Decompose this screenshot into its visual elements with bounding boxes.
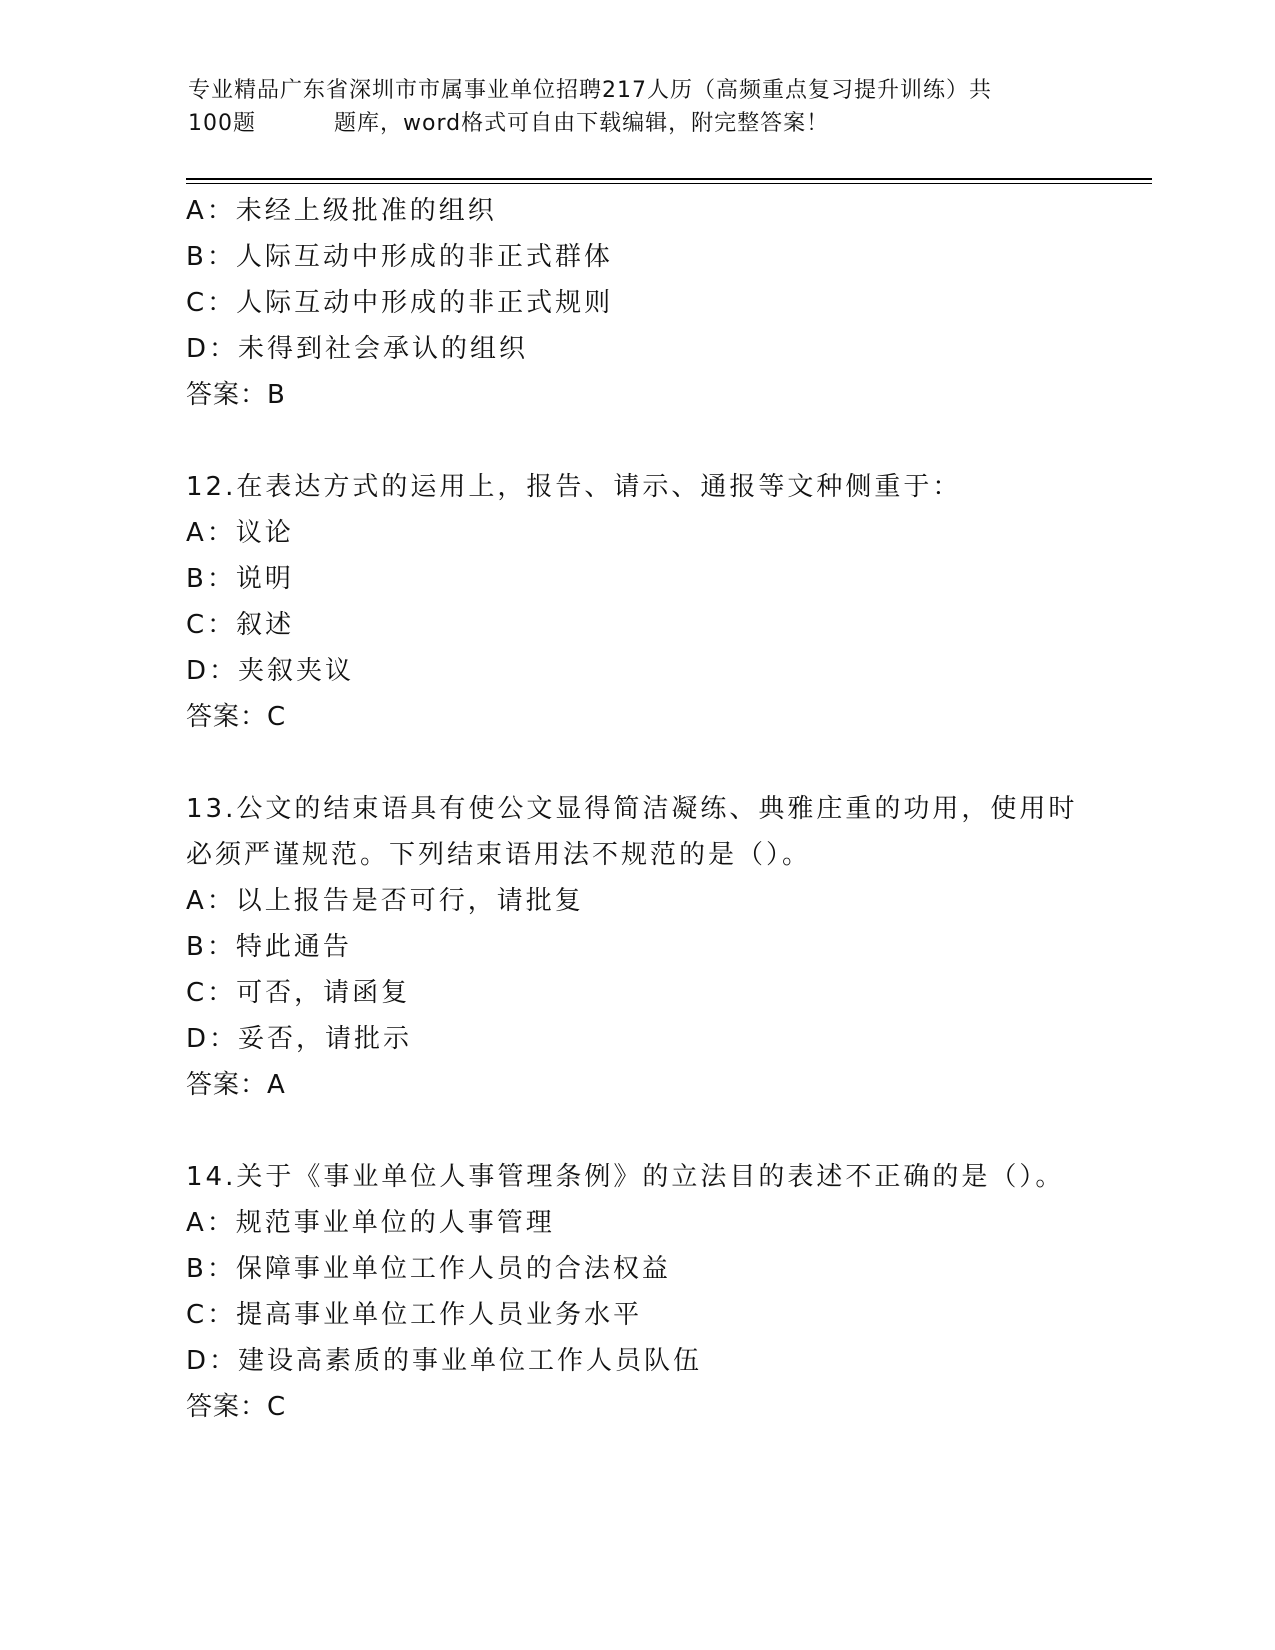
- question-block-12: [186, 464, 1126, 740]
- header-question-count: 100题: [188, 111, 256, 136]
- answer: 答案：A: [186, 1070, 286, 1100]
- option-a: A：议论: [186, 518, 294, 548]
- option-a: A：规范事业单位的人事管理: [186, 1208, 555, 1238]
- question-text-line-2: 必须严谨规范。下列结束语用法不规范的是（）。: [186, 840, 812, 870]
- option-b: B：说明: [186, 564, 294, 594]
- question-list: [186, 188, 1126, 1430]
- option-b: B：人际互动中形成的非正式群体: [186, 242, 613, 272]
- option-c: C：可否，请函复: [186, 978, 411, 1008]
- header-line-1: 专业精品广东省深圳市市属事业单位招聘217人历（高频重点复习提升训练）共: [188, 78, 992, 103]
- option-a: A：未经上级批准的组织: [186, 196, 497, 226]
- header-divider-thin: [186, 183, 1152, 184]
- option-a: A：以上报告是否可行，请批复: [186, 886, 584, 916]
- document-header: [188, 74, 1088, 140]
- option-d: D：妥否，请批示: [186, 1024, 413, 1054]
- option-c: C：提高事业单位工作人员业务水平: [186, 1300, 643, 1330]
- option-d: D：夹叙夹议: [186, 656, 355, 686]
- option-b: B：特此通告: [186, 932, 352, 962]
- question-block-11: [186, 188, 1126, 418]
- question-text-line-1: 13.公文的结束语具有使公文显得简洁凝练、典雅庄重的功用，使用时: [186, 794, 1078, 824]
- header-description: 题库，word格式可自由下载编辑，附完整答案！: [334, 111, 830, 136]
- question-block-14: [186, 1154, 1126, 1430]
- answer: 答案：B: [186, 380, 286, 410]
- question-text: 12.在表达方式的运用上，报告、请示、通报等文种侧重于：: [186, 472, 962, 502]
- header-divider-thick: [186, 178, 1152, 180]
- option-c: C：人际互动中形成的非正式规则: [186, 288, 614, 318]
- option-d: D：未得到社会承认的组织: [186, 334, 529, 364]
- option-b: B：保障事业单位工作人员的合法权益: [186, 1254, 671, 1284]
- answer: 答案：C: [186, 702, 287, 732]
- question-text: 14.关于《事业单位人事管理条例》的立法目的表述不正确的是（）。: [186, 1162, 1065, 1192]
- answer: 答案：C: [186, 1392, 287, 1422]
- question-block-13: [186, 786, 1126, 1108]
- header-line-2: [188, 107, 1088, 140]
- option-d: D：建设高素质的事业单位工作人员队伍: [186, 1346, 703, 1376]
- option-c: C：叙述: [186, 610, 295, 640]
